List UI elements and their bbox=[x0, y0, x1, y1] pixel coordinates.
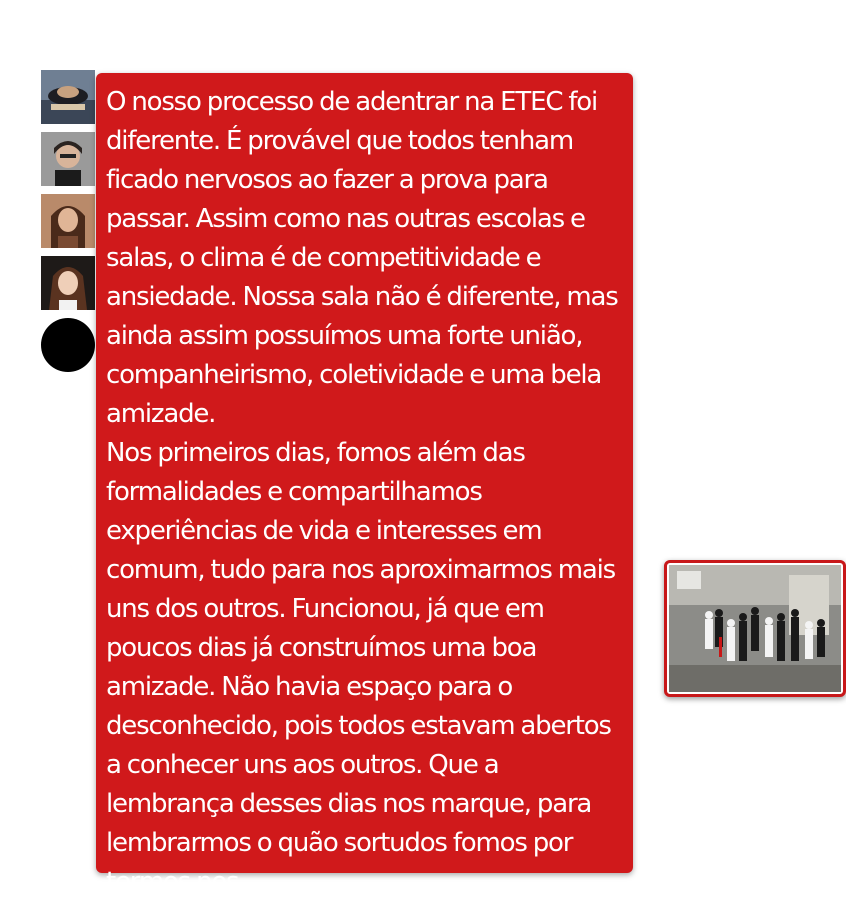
avatar-member-2[interactable] bbox=[41, 132, 95, 186]
group-photo-thumbnail[interactable] bbox=[664, 560, 846, 697]
profile-photo-icon bbox=[41, 70, 95, 124]
profile-photo-icon bbox=[41, 132, 95, 186]
avatar-member-3[interactable] bbox=[41, 194, 95, 248]
profile-photo-icon bbox=[41, 194, 95, 248]
story-paragraph-2: Nos primeiros dias, fomos além das formalidades e compartilhamos experiências de vida e interesses em comum, tudo para nos aproximarmos mais uns dos outros. Funcionou, já que em poucos dias já construímos uma boa amizade. Não havia espaço para o desconhecido, pois todos estavam abertos a conhecer uns aos outros. Que a lembrança desses dias nos marque, para lembrarmos o quão sortudos fomos por termos nos bbox=[106, 438, 622, 897]
avatar-member-5[interactable] bbox=[41, 318, 95, 372]
profile-photo-icon bbox=[41, 256, 95, 310]
avatar-member-1[interactable] bbox=[41, 70, 95, 124]
story-card bbox=[96, 73, 633, 897]
story-paragraph-1: O nosso processo de adentrar na ETEC foi diferente. É provável que todos tenham ficado nervosos ao fazer a prova para passar. Assim como nas outras escolas e salas, o clima é de competitividade e ansiedade. Nossa sala não é diferente, mas ainda assim possuímos uma forte união, companheirismo, coletividade e uma bela amizade. bbox=[106, 87, 624, 429]
avatar-member-4[interactable] bbox=[41, 256, 95, 310]
class-group-photo-icon bbox=[669, 565, 841, 692]
